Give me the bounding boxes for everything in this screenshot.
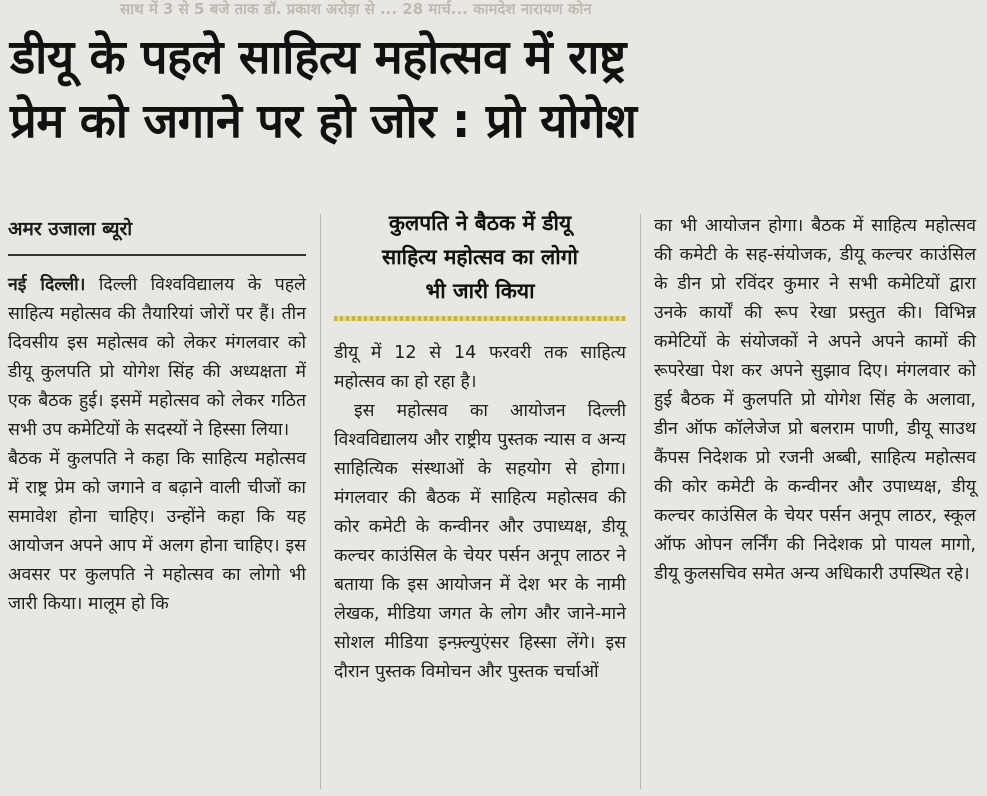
byline: अमर उजाला ब्यूरो	[8, 218, 133, 240]
dateline: नई दिल्ली।	[8, 275, 86, 295]
paragraph-text: दिल्ली विश्वविद्यालय के पहले साहित्य महोत्सव की तैयारियां जोरों पर हैं। तीन दिवसीय इस महोत्सव को लेकर मंगलवार को डीयू कुलपति प्रो योगेश सिंह की अध्यक्षता में एक बैठक हुई। इसमें महोत्सव को लेकर गठित सभी उप कमेटियों के सदस्यों ने हिस्सा लिया।	[8, 275, 306, 440]
article-column-1	[8, 271, 306, 619]
article-column-3	[654, 212, 976, 589]
headline	[10, 26, 980, 154]
paragraph: इस महोत्सव का आयोजन दिल्ली विश्वविद्यालय और राष्ट्रीय पुस्तक न्यास व अन्य साहित्यिक संस्थाओं के सहयोग से होगा। मंगलवार की बैठक में साहित्य महोत्सव की कोर कमेटी के कन्वीनर और उपाध्यक्ष, डीयू कल्चर काउंसिल के चेयर पर्सन अनूप लाठर ने बताया कि इस आयोजन में देश भर के नामी लेखक, मीडिया जगत के लोग और जाने-माने सोशल मीडिया इन्फ़्ल्युएंसर हिस्सा लेंगे। इस दौरान पुस्तक विमोचन और पुस्तक चर्चाओं	[334, 401, 626, 682]
paragraph: का भी आयोजन होगा। बैठक में साहित्य महोत्सव की कमेटी के सह-संयोजक, डीयू कल्चर काउंसिल के डीन प्रो रविंदर कुमार ने सभी कमेटियों द्वारा उनके कार्यों की रूप रेखा प्रस्तुत की। विभिन्न कमेटियों के संयोजकों ने अपने अपने कामों की रूपरेखा पेश कर अपने सुझाव दिए। मंगलवार को हुई बैठक में कुलपति प्रो योगेश सिंह के अलावा, डीन ऑफ कॉलेजेज प्रो बलराम पाणी, डीयू साउथ कैंपस निदेशक प्रो रजनी अब्बी, साहित्य महोत्सव की कोर कमेटी के कन्वीनर और उपाध्यक्ष, डीयू कल्चर काउंसिल के चेयर पर्सन अनूप लाठर, स्कूल ऑफ ओपन लर्निंग की निदेशक प्रो पायल मागो, डीयू कुलसचिव समेत अन्य अधिकारी उपस्थित रहे।	[654, 216, 976, 584]
column-divider	[320, 214, 321, 789]
bleed-through-text: साथ में 3 से 5 बजे ताक डॉ. प्रकाश अरोड़ा से ... 28 मार्च... कामदेश नारायण कोन	[120, 0, 592, 18]
subheadline-line-1: कुलपति ने बैठक में डीयू	[388, 211, 572, 235]
byline-divider	[8, 254, 306, 256]
headline-line-1: डीयू के पहले साहित्य महोत्सव में राष्ट्र	[10, 30, 626, 85]
paragraph: डीयू में 12 से 14 फरवरी तक साहित्य महोत्सव का हो रहा है।	[334, 343, 626, 392]
headline-line-2: प्रेम को जगाने पर हो जोर : प्रो योगेश	[10, 94, 637, 149]
paragraph: बैठक में कुलपति ने कहा कि साहित्य महोत्सव में राष्ट्र प्रेम को जगाने व बढ़ाने वाली चीजों का समावेश होना चाहिए। उन्होंने कहा कि यह आयोजन अपने आप में अलग होना चाहिए। इस अवसर पर कुलपति ने महोत्सव का लोगो भी जारी किया। मालूम हो कि	[8, 449, 306, 614]
column-divider	[640, 214, 641, 789]
subheadline-divider	[334, 316, 626, 321]
paragraph	[8, 271, 306, 445]
article-column-2	[334, 339, 626, 687]
subheadline-line-3: भी जारी किया	[425, 279, 535, 303]
subheadline-line-2: साहित्य महोत्सव का लोगो	[382, 245, 578, 269]
subheadline	[334, 206, 626, 308]
